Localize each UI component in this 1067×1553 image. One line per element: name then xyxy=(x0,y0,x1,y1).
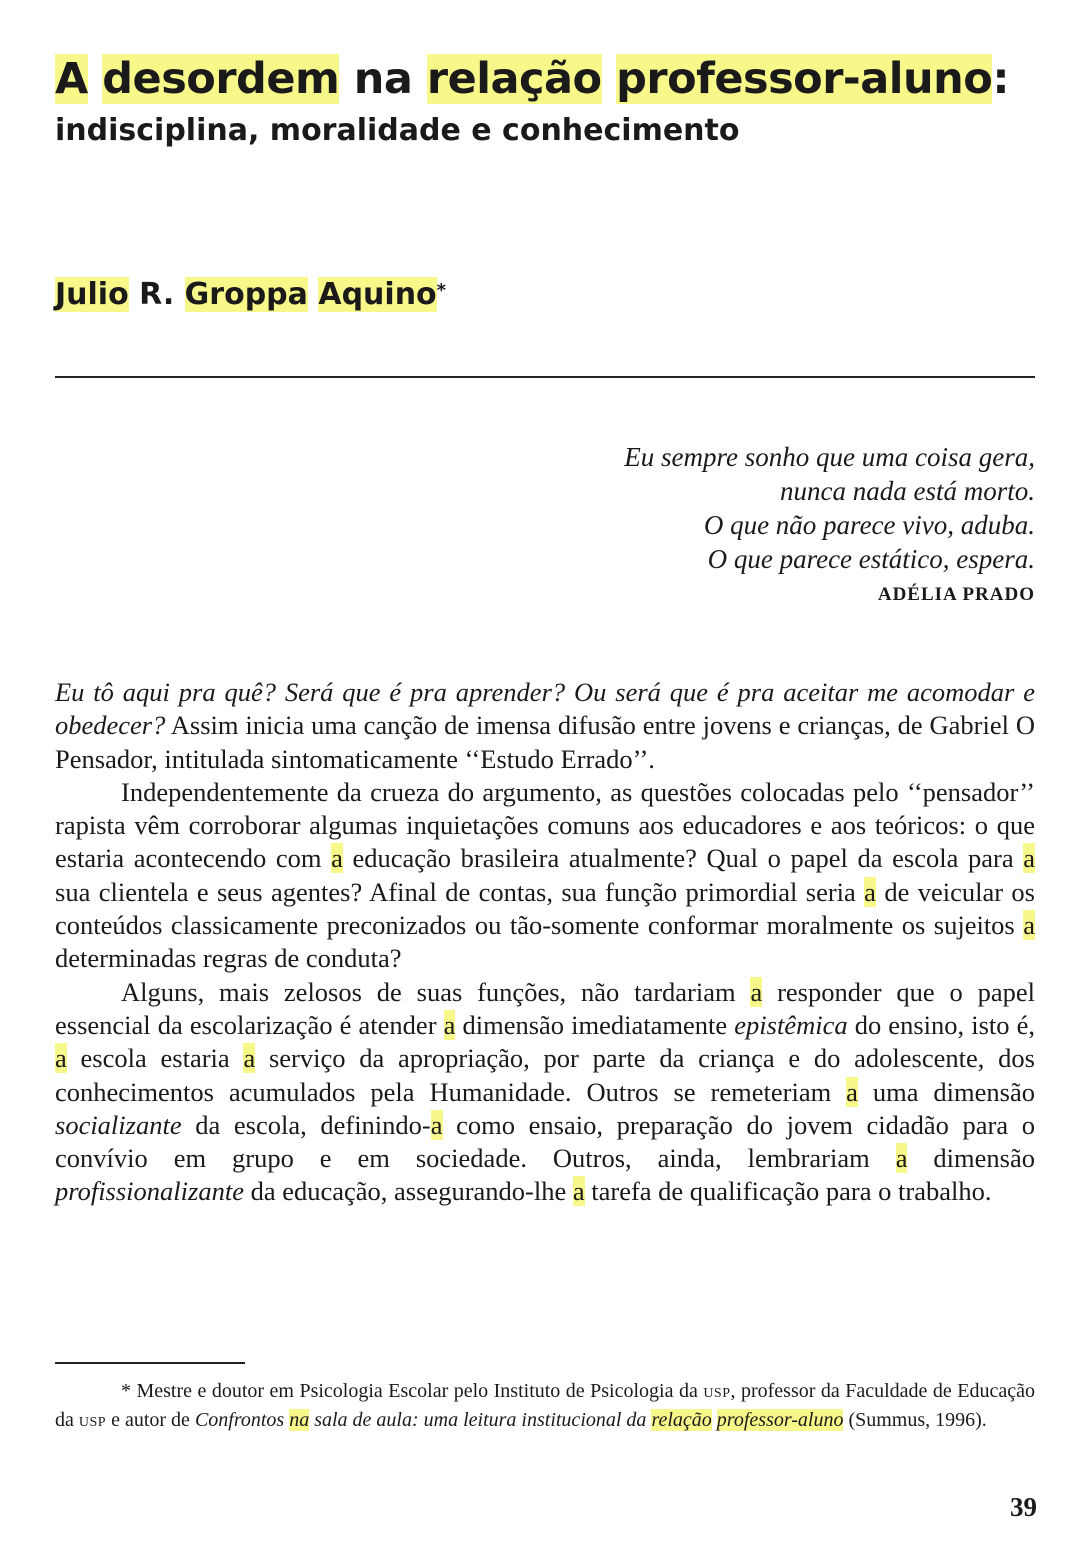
footnote-text: * Mestre e doutor em Psicologia Escolar pelo Instituto de Psicologia da xyxy=(121,1380,704,1402)
highlighted-word: a xyxy=(864,876,876,907)
title-divider xyxy=(55,376,1035,378)
paragraph xyxy=(55,776,1035,976)
footnote-book-title: na xyxy=(289,1409,310,1431)
paragraph-text: Independentemente da crueza do argumento, as questões colocadas pelo ‘‘pensador’’ rapista vêm corroborar algumas inquietações comuns aos educadores e aos teóricos: o que estaria acontecendo com xyxy=(55,776,1035,874)
author-middle: R. xyxy=(139,277,175,312)
highlighted-word: a xyxy=(846,1076,858,1107)
italic-term: profissionalizante xyxy=(55,1176,244,1207)
footnote-text: , professor da Faculdade de Educação da xyxy=(55,1380,1035,1431)
paragraph-text: determinadas regras de conduta? xyxy=(55,943,402,974)
article-subtitle: indisciplina, moralidade e conhecimento xyxy=(55,113,740,148)
highlighted-word: a xyxy=(750,976,763,1007)
epigraph-line: nunca nada está morto. xyxy=(780,476,1035,506)
author-last2: Aquino xyxy=(318,277,437,312)
paragraph-text: tarefa de qualificação para o trabalho. xyxy=(584,1176,992,1207)
highlighted-word: a xyxy=(1023,843,1035,874)
paragraph-text: uma dimensão xyxy=(857,1076,1035,1107)
footnote-book-title: professor-aluno xyxy=(716,1409,844,1431)
paragraph-text: Alguns, mais zelosos de suas funções, não tardariam xyxy=(121,976,751,1007)
title-colon: : xyxy=(992,54,1010,104)
paragraph-text: educação brasileira atualmente? Qual o papel da escola para xyxy=(342,843,1024,874)
title-word: desordem xyxy=(102,54,340,104)
paragraph-text: Assim inicia uma canção de imensa difusão entre jovens e crianças, de Gabriel O Pensador, intitulada sintomaticamente ‘‘Estudo Errado’’. xyxy=(55,710,1035,774)
footnote xyxy=(55,1378,1035,1436)
footnote-text: (Summus, 1996). xyxy=(843,1409,987,1431)
highlighted-word: a xyxy=(443,1009,456,1040)
paragraph-text: dimensão xyxy=(907,1143,1035,1174)
author-first: Julio xyxy=(55,277,129,312)
highlighted-word: a xyxy=(55,1043,67,1074)
footnote-abbrev: USP xyxy=(703,1386,731,1401)
paragraph-text: do ensino, isto é, xyxy=(847,1009,1036,1040)
paragraph xyxy=(55,976,1035,1209)
footnote-book-title: relação xyxy=(651,1409,712,1431)
epigraph-attribution: ADÉLIA PRADO xyxy=(877,584,1035,605)
highlighted-word: a xyxy=(1023,910,1035,941)
paragraph-text: da escola, definindo- xyxy=(181,1109,431,1140)
title-word: relação xyxy=(426,54,602,104)
footnote-text: e autor de xyxy=(106,1409,195,1431)
article-body xyxy=(55,676,1035,1209)
epigraph-line: Eu sempre sonho que uma coisa gera, xyxy=(624,442,1035,472)
page-number: 39 xyxy=(1010,1492,1037,1522)
paragraph-text: serviço da apropriação, por parte da criança e do adolescente, dos conhecimentos acumulados pela Humanidade. Outros se remeteriam xyxy=(55,1043,1035,1107)
title-word: na xyxy=(353,54,413,104)
paragraph-text: responder que o papel essencial da escolarização é atender xyxy=(55,976,1035,1040)
paragraph-text: de veicular os conteúdos classicamente preconizados ou tão-somente conformar moralmente os sujeitos xyxy=(55,876,1035,941)
highlighted-word: a xyxy=(331,843,343,874)
paragraph-italic-lead: Eu tô aqui pra quê? Será que é pra aprender? Ou será que é pra aceitar me acomodar e obedecer? xyxy=(55,677,1035,741)
epigraph xyxy=(335,440,1035,612)
author-last1: Groppa xyxy=(184,277,308,312)
italic-term: socializante xyxy=(55,1109,182,1140)
italic-term: epistêmica xyxy=(734,1009,848,1040)
title-word: A xyxy=(55,54,88,104)
title-word: professor-aluno xyxy=(616,54,993,104)
epigraph-line: O que não parece vivo, aduba. xyxy=(703,510,1035,540)
footnote-book-title: Confrontos xyxy=(194,1409,290,1431)
article-title xyxy=(55,52,1035,106)
author-name xyxy=(55,275,446,315)
paragraph-text: escola estaria xyxy=(66,1043,244,1074)
paragraph-text: sua clientela e seus agentes? Afinal de contas, sua função primordial seria xyxy=(55,876,865,907)
paragraph-text: da educação, assegurando-lhe xyxy=(243,1176,573,1207)
highlighted-word: a xyxy=(243,1043,256,1074)
paragraph-text: dimensão imediatamente xyxy=(455,1009,735,1040)
footnote-book-title: sala de aula: uma leitura institucional da xyxy=(309,1409,652,1431)
footnote-abbrev: USP xyxy=(78,1415,107,1430)
paragraph-text: como ensaio, preparação do jovem cidadão para o convívio em grupo e em sociedade. Outros, ainda, lembrariam xyxy=(55,1109,1035,1174)
author-footnote-mark: * xyxy=(436,280,447,301)
paragraph xyxy=(55,676,1035,776)
epigraph-line: O que parece estático, espera. xyxy=(707,544,1035,574)
highlighted-word: a xyxy=(572,1176,585,1207)
highlighted-word: a xyxy=(895,1143,908,1174)
highlighted-word: a xyxy=(430,1109,443,1140)
footnote-divider xyxy=(55,1362,245,1364)
